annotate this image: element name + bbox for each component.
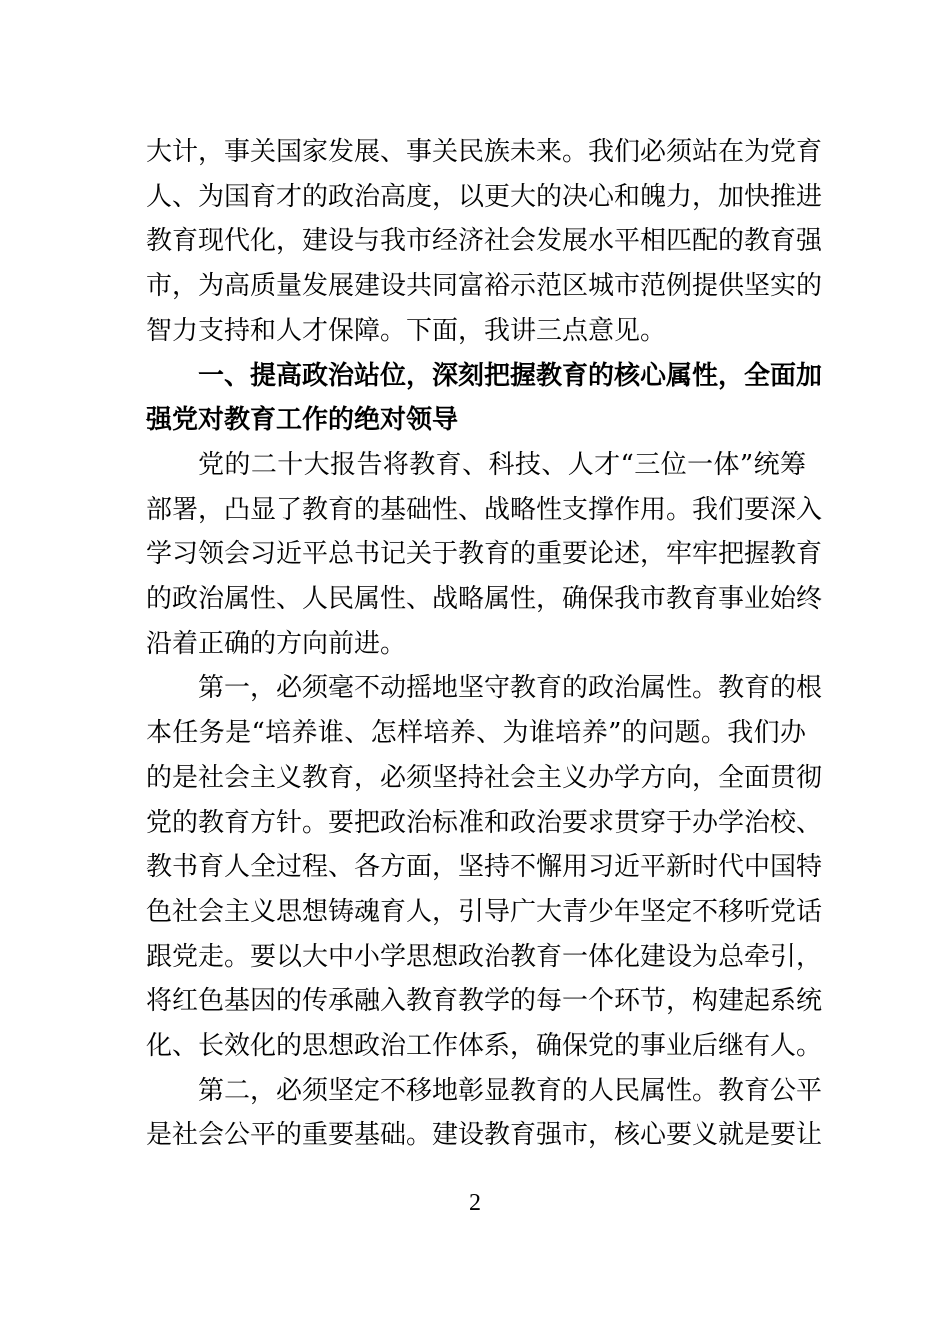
body-text-line: 是社会公平的重要基础。建设教育强市，核心要义就是要让 [146,1120,823,1150]
page-number: 2 [469,1190,481,1216]
body-text-line: 教育现代化，建设与我市经济社会发展水平相匹配的教育强 [146,226,823,256]
body-text-line: 化、长效化的思想政治工作体系，确保党的事业后继有人。 [146,1031,823,1061]
section-heading-line: 一、提高政治站位，深刻把握教育的核心属性，全面加 [198,361,823,391]
body-text-line: 的政治属性、人民属性、战略属性，确保我市教育事业始终 [146,584,823,614]
body-text-line: 大计，事关国家发展、事关民族未来。我们必须站在为党育 [146,137,823,167]
body-text-line: 色社会主义思想铸魂育人，引导广大青少年坚定不移听党话 [146,897,823,927]
body-text-line: 本任务是“培养谁、怎样培养、为谁培养”的问题。我们办 [146,718,806,748]
body-text-line: 市，为高质量发展建设共同富裕示范区城市范例提供坚实的 [146,271,823,301]
body-text-line: 的是社会主义教育，必须坚持社会主义办学方向，全面贯彻 [146,763,823,793]
body-text-line: 党的教育方针。要把政治标准和政治要求贯穿于办学治校、 [146,808,823,838]
body-text-line: 教书育人全过程、各方面，坚持不懈用习近平新时代中国特 [146,852,823,882]
body-text-line: 人、为国育才的政治高度，以更大的决心和魄力，加快推进 [146,182,823,212]
body-text-line: 学习领会习近平总书记关于教育的重要论述，牢牢把握教育 [146,539,823,569]
body-text-line: 跟党走。要以大中小学思想政治教育一体化建设为总牵引， [146,942,823,972]
body-text-line: 部署，凸显了教育的基础性、战略性支撑作用。我们要深入 [146,495,823,525]
body-text-line: 第一，必须毫不动摇地坚守教育的政治属性。教育的根 [198,673,823,703]
section-heading-line: 强党对教育工作的绝对领导 [146,405,459,435]
body-text-line: 将红色基因的传承融入教育教学的每一个环节，构建起系统 [146,986,823,1016]
body-text-line: 第二，必须坚定不移地彰显教育的人民属性。教育公平 [198,1076,823,1106]
body-text-line: 智力支持和人才保障。下面，我讲三点意见。 [146,316,667,346]
body-text-line: 沿着正确的方向前进。 [146,629,407,659]
body-text-line: 党的二十大报告将教育、科技、人才“三位一体”统筹 [198,450,806,480]
